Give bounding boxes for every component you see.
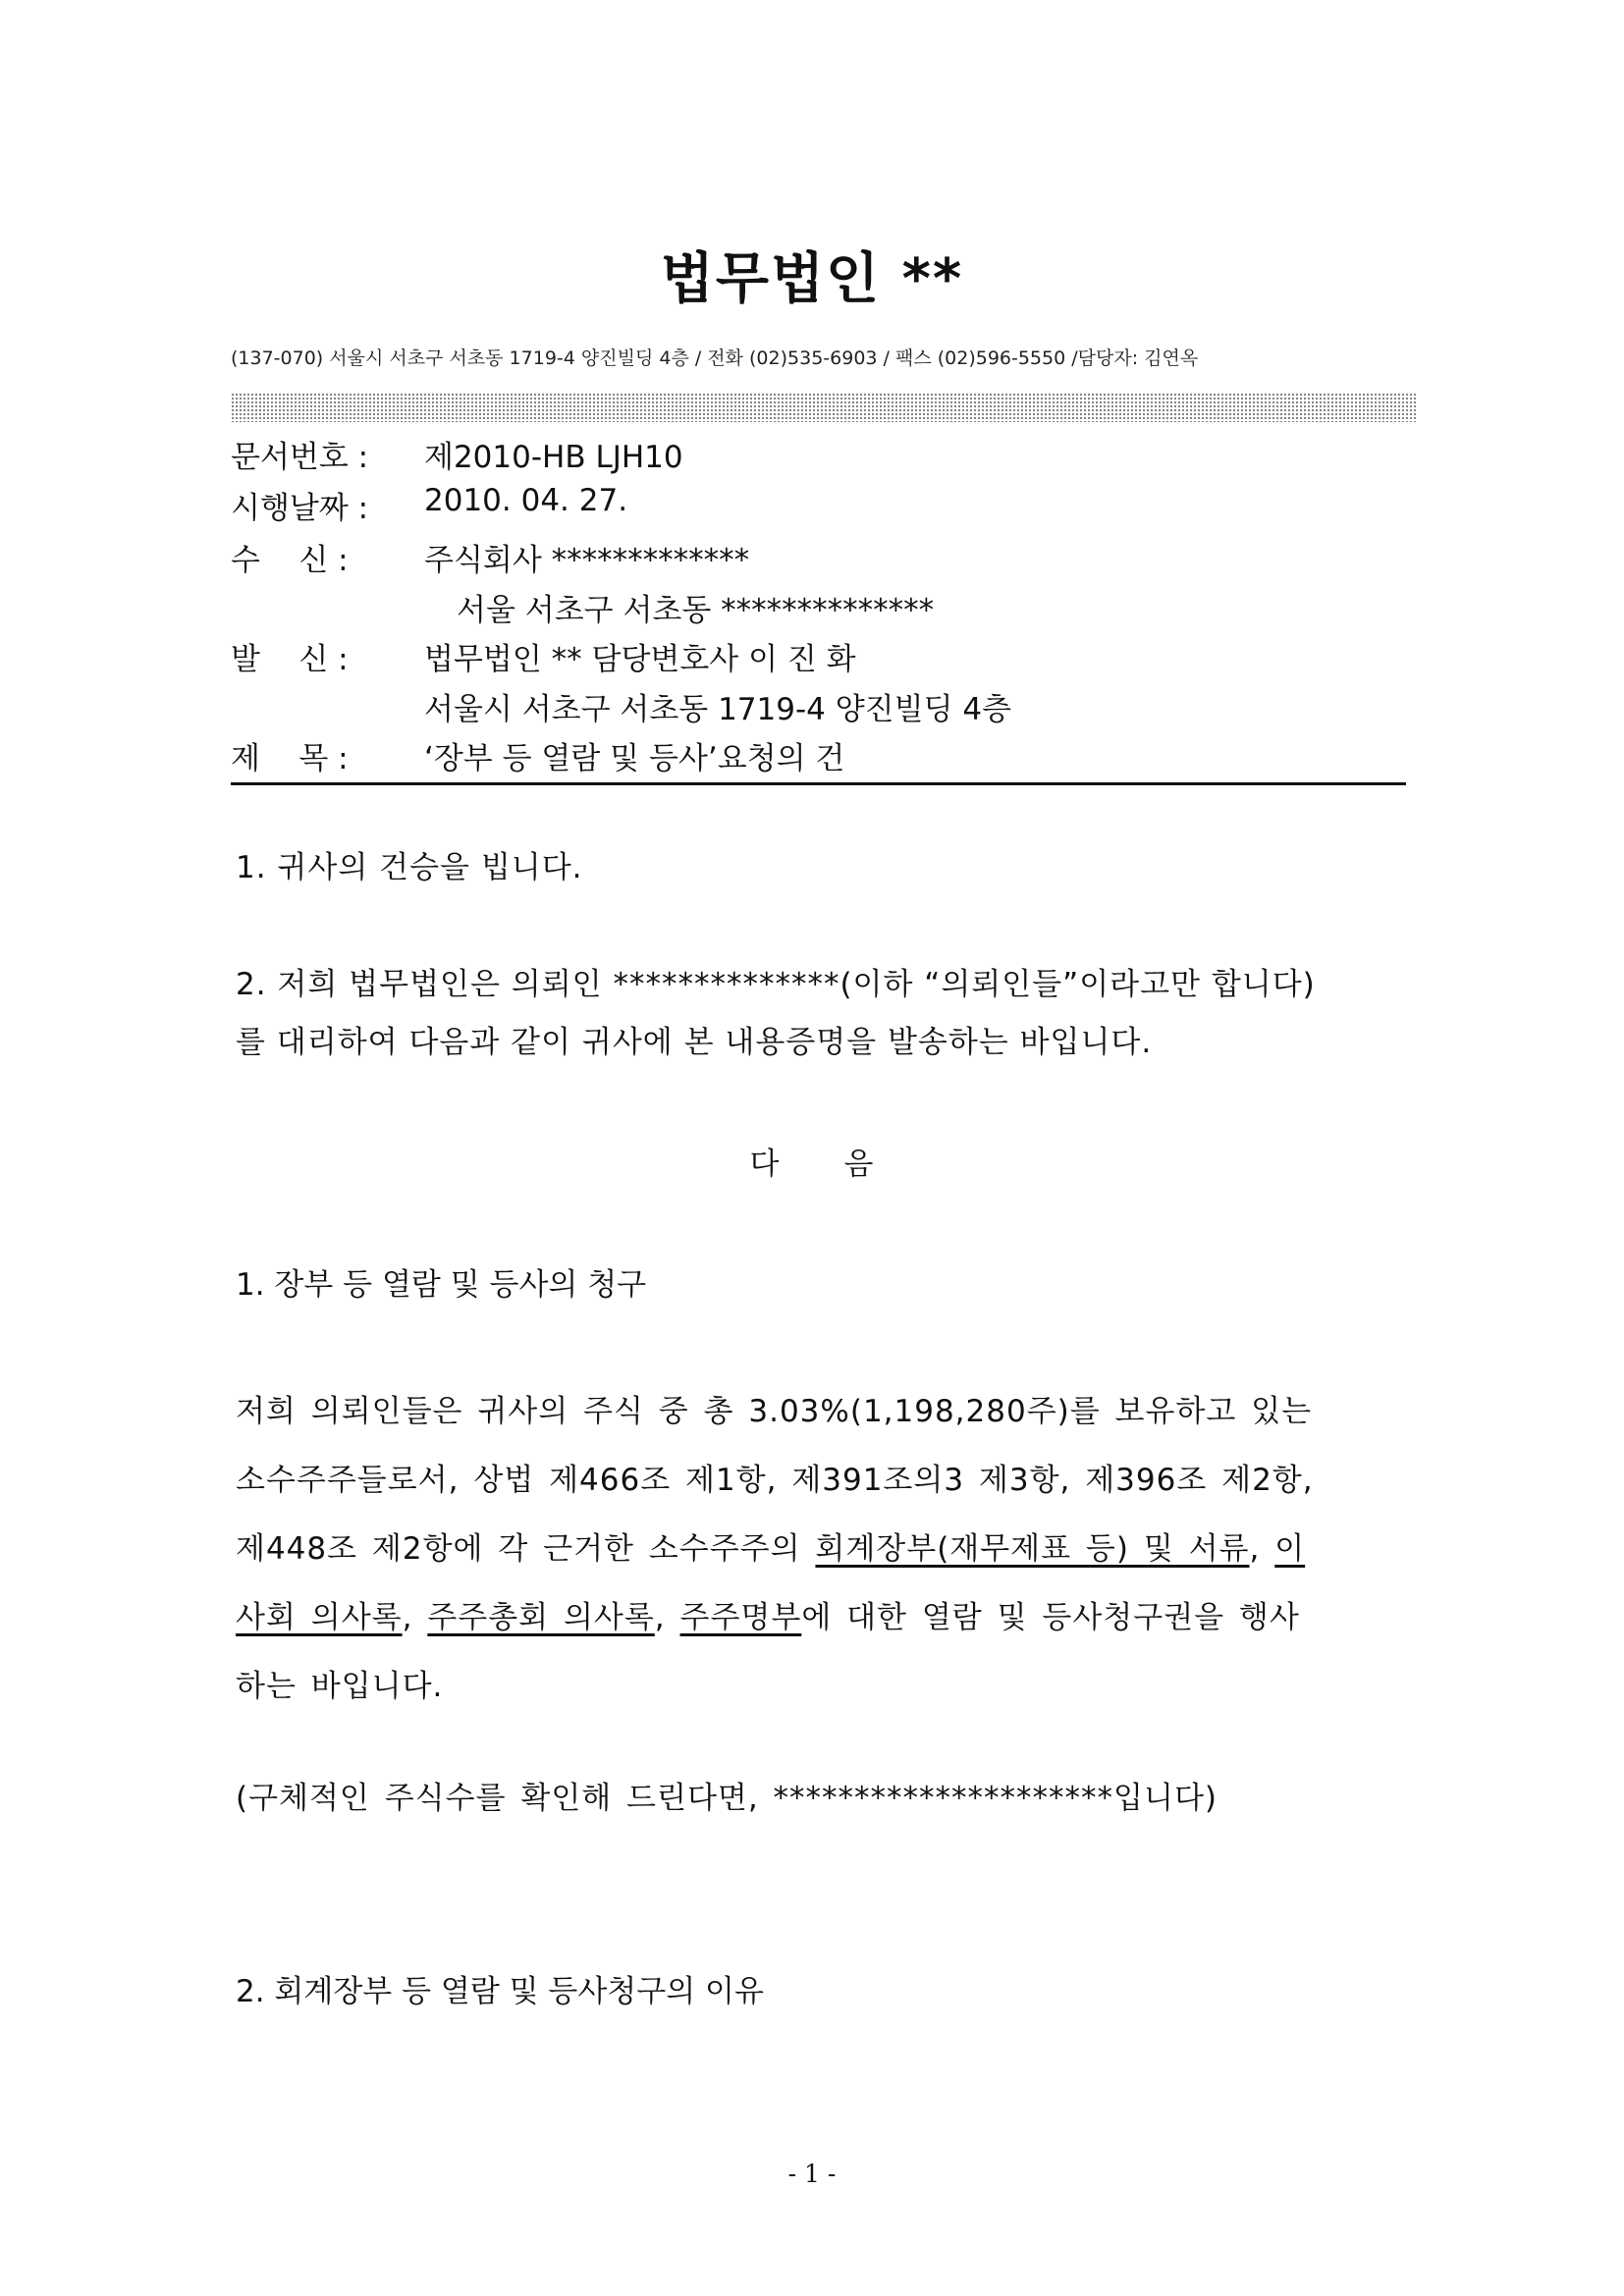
recipient-address: 서울 서초구 서초동 **************	[457, 593, 935, 628]
line-3-text-a: 제448조 제2항에 각 근거한 소수주주의	[236, 1531, 816, 1567]
subject-label: 제 목 :	[231, 741, 349, 776]
sender-address: 서울시 서초구 서초동 1719-4 양진빌딩 4층	[424, 692, 1012, 727]
date-label: 시행날짜 :	[231, 491, 369, 526]
section-1-line-5: 하는 바입니다.	[236, 1669, 444, 1704]
section-1-line-2: 소수주주들로서, 상법 제466조 제1항, 제391조의3 제3항, 제396조 제2항,	[236, 1463, 1314, 1498]
section-1-heading: 1. 장부 등 열람 및 등사의 청구	[236, 1267, 647, 1303]
section-1-line-1: 저희 의뢰인들은 귀사의 주식 중 총 3.03%(1,198,280주)를 보유하고 있는	[236, 1394, 1313, 1429]
recipient: 주식회사 *************	[424, 543, 750, 578]
subject: ‘장부 등 열람 및 등사’요청의 건	[424, 741, 845, 776]
section-2-heading: 2. 회계장부 등 열람 및 등사청구의 이유	[236, 1974, 764, 2009]
section-1-line-3	[236, 1523, 1305, 1568]
line-4-text-a: ,	[402, 1600, 428, 1635]
recipient-label: 수 신 :	[231, 543, 349, 578]
line-3-text-b: ,	[1249, 1531, 1275, 1567]
shareholder-register: 주주명부	[679, 1600, 802, 1635]
page-number: - 1 -	[787, 2160, 837, 2188]
dotted-divider	[231, 393, 1416, 422]
sender-label: 발 신 :	[231, 642, 349, 677]
paragraph-2-line-2: 를 대리하여 다음과 같이 귀사에 본 내용증명을 발송하는 바입니다.	[236, 1025, 1153, 1060]
center-heading: 다 음	[749, 1147, 875, 1182]
firm-contact-line: (137-070) 서울시 서초구 서초동 1719-4 양진빌딩 4층 / 전화 (02)535-6903 / 팩스 (02)596-5550 /담당자: 김연옥	[231, 347, 1199, 369]
paragraph-1: 1. 귀사의 건승을 빕니다.	[236, 850, 583, 885]
board-minutes-start: 이	[1274, 1531, 1306, 1567]
paragraph-2-line-1: 2. 저희 법무법인은 의뢰인 **************(이하 “의뢰인들”이라고만 합니다)	[236, 967, 1316, 1002]
sender: 법무법인 ** 담당변호사 이 진 화	[424, 642, 856, 677]
line-4-text-b: ,	[654, 1600, 680, 1635]
document-title: 법무법인 **	[660, 247, 964, 311]
header-rule	[231, 782, 1406, 785]
doc-number-label: 문서번호 :	[231, 440, 369, 475]
accounting-books-link: 회계장부(재무제표 등) 및 서류	[815, 1531, 1250, 1567]
shareholders-meeting-minutes: 주주총회 의사록	[427, 1600, 655, 1635]
board-minutes-end: 사회 의사록	[236, 1600, 403, 1635]
section-1-line-4	[236, 1592, 1300, 1636]
doc-number: 제2010-HB LJH10	[424, 440, 683, 475]
line-4-text-c: 에 대한 열람 및 등사청구권을 행사	[801, 1600, 1300, 1635]
section-1-note: (구체적인 주식수를 확인해 드린다면, *********************입니다)	[236, 1781, 1218, 1816]
issue-date: 2010. 04. 27.	[424, 483, 628, 518]
